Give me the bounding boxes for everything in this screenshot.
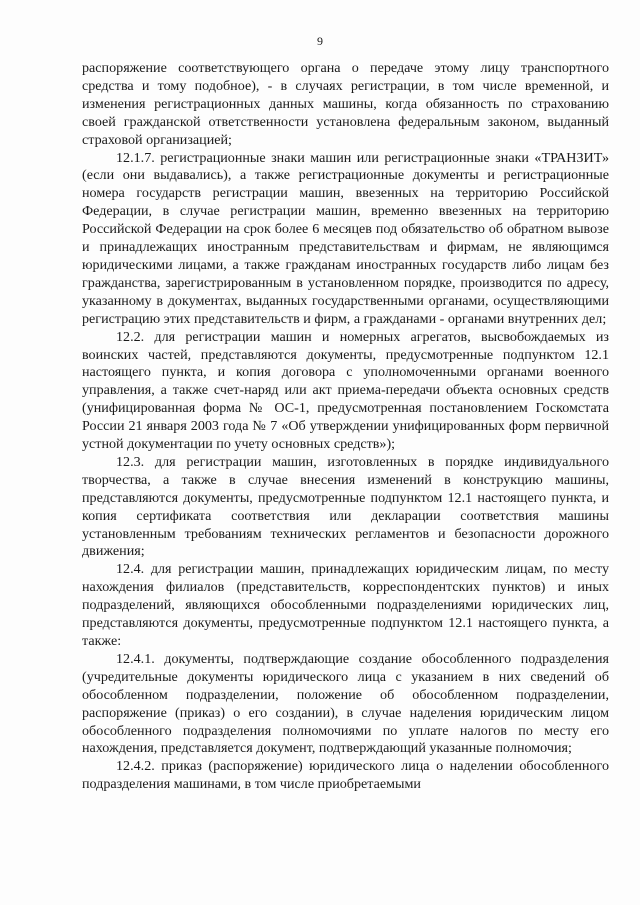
page-number: 9: [317, 34, 323, 48]
document-body: [82, 60, 609, 794]
paragraph-12-2: 12.2. для регистрации машин и номерных агрегатов, высвобождаемых из воинских частей, представляются документы, предусмотренные подпунктом 12.1 настоящего пункта, и копия договора с уполномоченными органами военного управления, а также счет-наряд или акт приема-передачи объекта основных средств (унифицированная форма № ОС-1, предусмотренная постановлением Госкомстата России 21 января 2003 года № 7 «Об утверждении унифицированных форм первичной устной документации по учету основных средств»);: [82, 328, 609, 453]
paragraph-12-4-2: 12.4.2. приказ (распоряжение) юридического лица о наделении обособленного подразделения машинами, в том числе приобретаемыми: [82, 758, 609, 793]
paragraph-12-1-7: 12.1.7. регистрационные знаки машин или регистрационные знаки «ТРАНЗИТ» (если они выдавались), а также регистрационные документы и регистрационные номера государств регистрации машин, ввезенных на территорию Российской Федерации, в случае регистрации машин, временно ввезенных на территорию Российской Федерации на срок более 6 месяцев под обязательство об обратном вывозе и принадлежащих иностранным представительствам и фирмам, не являющимся юридическими лицами, а также гражданам иностранных государств либо лицам без гражданства, зарегистрированным в установленном порядке, производится по адресу, указанному в документах, выданных государственными органами, осуществляющими регистрацию этих представительств и фирм, а гражданами - органами внутренних дел;: [82, 149, 609, 327]
paragraph-continuation: распоряжение соответствующего органа о передаче этому лицу транспортного средства и тому подобное), - в случаях регистрации, в том числе временной, и изменения регистрационных данных машины, когда обязанность по страхованию своей гражданской ответственности установлена федеральным законом, выданный страховой организацией;: [82, 60, 609, 148]
paragraph-12-4-1: 12.4.1. документы, подтверждающие создание обособленного подразделения (учредительные документы юридического лица с указанием в них сведений об обособленном подразделении, положение об обособленном подразделении, распоряжение (приказ) о его создании), в случае наделения юридическим лицом обособленного подразделения полномочиями по уплате налогов по месту его нахождения, представляется документ, подтверждающий указанные полномочия;: [82, 650, 609, 757]
paragraph-12-4: 12.4. для регистрации машин, принадлежащих юридическим лицам, по месту нахождения филиалов (представительств, корреспондентских пунктов) и иных подразделений, являющихся обособленными подразделениями юридических лиц, представляются документы, предусмотренные подпунктом 12.1 настоящего пункта, а также:: [82, 561, 609, 649]
paragraph-12-3: 12.3. для регистрации машин, изготовленных в порядке индивидуального творчества, а также в случае внесения изменений в конструкцию машины, представляются документы, предусмотренные подпунктом 12.1 настоящего пункта, и копия сертификата соответствия или декларации соответствия машины установленным требованиям технических регламентов и безопасности дорожного движения;: [82, 453, 609, 560]
